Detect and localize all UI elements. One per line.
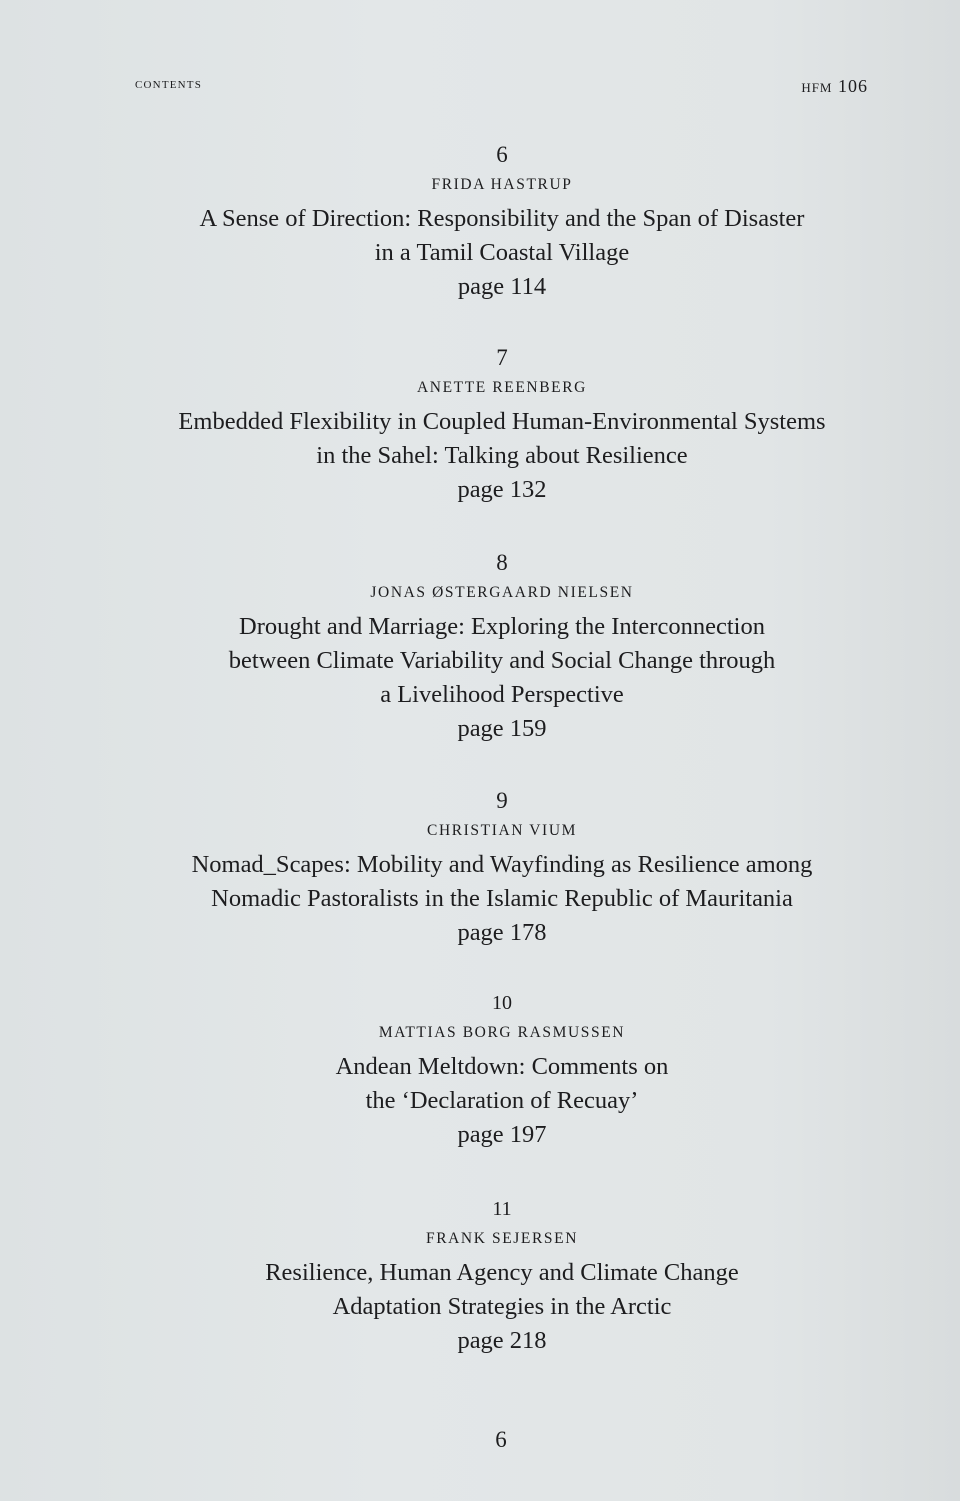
chapter-title-line: the ‘Declaration of Recuay’ (365, 1087, 639, 1114)
toc-entry (60, 1194, 944, 1358)
page-number: 6 (495, 1427, 507, 1452)
chapter-title-line: Nomadic Pastoralists in the Islamic Republic of Mauritania (211, 885, 793, 912)
toc-entry (60, 786, 944, 950)
chapter-page: page 132 (457, 476, 547, 503)
chapter-page: page 178 (457, 919, 547, 946)
chapter-page: page 114 (457, 273, 547, 300)
chapter-page: page 197 (457, 1121, 547, 1148)
running-head-left: contents (135, 76, 203, 92)
chapter-number: 7 (496, 345, 508, 370)
chapter-title-line: between Climate Variability and Social Change through (228, 647, 776, 674)
chapter-title-line: in the Sahel: Talking about Resilience (316, 442, 688, 469)
running-head-right: hfm 106 (801, 76, 868, 96)
toc-entry (60, 343, 944, 507)
toc-entry (60, 548, 944, 746)
chapter-author: CHRISTIAN VIUM (427, 822, 577, 839)
chapter-author: ANETTE REENBERG (417, 379, 587, 396)
chapter-title-line: a Livelihood Perspective (380, 681, 624, 708)
chapter-number: 9 (496, 788, 508, 813)
chapter-title-line: in a Tamil Coastal Village (374, 239, 630, 266)
chapter-number: 6 (496, 142, 508, 167)
chapter-title-line: Drought and Marriage: Exploring the Interconnection (239, 613, 765, 640)
toc-entry (60, 140, 944, 304)
chapter-number: 10 (492, 992, 512, 1014)
chapter-title-line: A Sense of Direction: Responsibility and the Span of Disaster (199, 205, 805, 232)
chapter-title-line: Resilience, Human Agency and Climate Change (265, 1259, 739, 1286)
toc-entry (60, 988, 944, 1152)
chapter-title-line: Embedded Flexibility in Coupled Human-Environmental Systems (178, 408, 826, 435)
chapter-number: 8 (496, 550, 508, 575)
chapter-page: page 218 (457, 1327, 547, 1354)
chapter-title-line: Nomad_Scapes: Mobility and Wayfinding as Resilience among (191, 851, 813, 878)
chapter-title-line: Adaptation Strategies in the Arctic (332, 1293, 672, 1320)
chapter-author: JONAS ØSTERGAARD NIELSEN (370, 584, 634, 601)
chapter-page: page 159 (457, 715, 547, 742)
chapter-author: FRANK SEJERSEN (425, 1230, 579, 1247)
chapter-author: MATTIAS BORG RASMUSSEN (378, 1024, 626, 1041)
chapter-author: FRIDA HASTRUP (431, 176, 573, 193)
chapter-title-line: Andean Meltdown: Comments on (335, 1053, 669, 1080)
chapter-number: 11 (492, 1198, 512, 1220)
